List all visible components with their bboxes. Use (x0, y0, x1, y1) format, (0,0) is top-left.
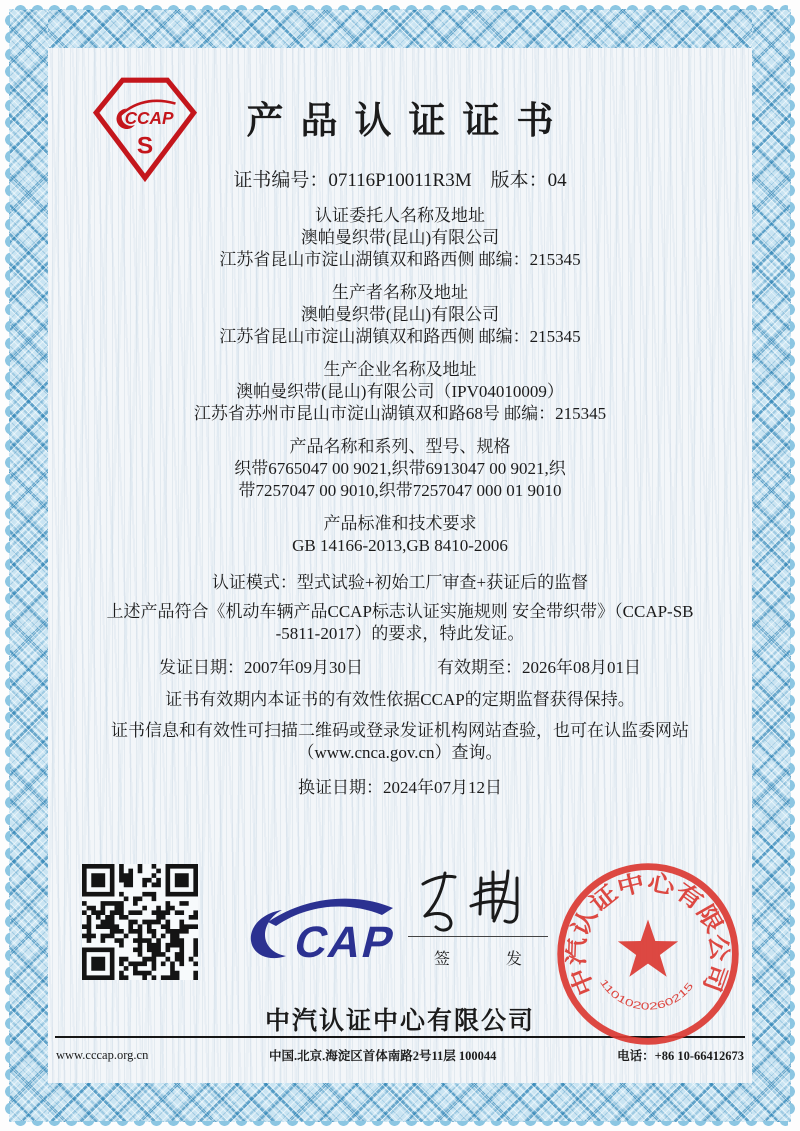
svg-text:CAP: CAP (289, 918, 401, 967)
scallop-edge-right (790, 12, 797, 1119)
section-line: 江苏省苏州市昆山市淀山湖镇双和路68号 邮编：215345 (193, 404, 607, 423)
verify-note-line: （www.cnca.gov.cn）查询。 (297, 743, 503, 762)
verify-note-line: 证书信息和有效性可扫描二维码或登录发证机构网站查验，也可在认监委网站 (111, 721, 689, 740)
issuer-phone: 电话：+86 10-66412673 (617, 1049, 744, 1063)
certification-mode: 认证模式：型式试验+初始工厂审查+获证后的监督 (211, 573, 589, 592)
svg-text:S: S (136, 132, 154, 160)
svg-text:CCAP: CCAP (124, 107, 174, 128)
issuer-address: 中国.北京.海淀区首体南路2号11层 100044 (268, 1049, 497, 1063)
signature-label: 签 发 (434, 951, 549, 968)
scallop-edge-top (12, 3, 788, 10)
section-heading: 产品名称和系列、型号、规格 (289, 437, 511, 456)
version-label: 版本： (490, 170, 548, 191)
lace-border-bottom (9, 1083, 791, 1122)
valid-until-date: 有效期至：2026年08月01日 (437, 658, 641, 677)
signature-block (408, 866, 548, 969)
section-product-models (58, 436, 742, 502)
issue-date: 发证日期：2007年09月30日 (159, 658, 363, 677)
handwritten-signature (413, 866, 543, 934)
issuer-website: www.cccap.org.cn (56, 1047, 149, 1062)
section-heading: 认证委托人名称及地址 (315, 206, 485, 225)
section-line: 澳帕曼织带(昆山)有限公司 (300, 305, 500, 324)
section-applicant (58, 205, 742, 271)
maintain-note: 证书有效期内本证书的有效性依据CCAP的定期监督获得保持。 (165, 690, 635, 709)
cert-no-label: 证书编号： (233, 170, 329, 191)
section-line: 江苏省昆山市淀山湖镇双和路西侧 邮编：215345 (219, 327, 581, 346)
lace-border-top (9, 9, 791, 48)
section-line: 澳帕曼织带(昆山)有限公司 (300, 228, 500, 247)
signature-line (408, 936, 548, 937)
qr-code (82, 864, 198, 980)
svg-text:中汽认证中心有限公司: 中汽认证中心有限公司 (563, 868, 733, 1000)
section-line: 澳帕曼织带(昆山)有限公司（IPV04010009） (236, 382, 564, 401)
lace-border-left (9, 9, 48, 1122)
section-heading: 产品标准和技术要求 (323, 514, 477, 533)
cert-no-value: 07116P10011R3M (328, 170, 472, 191)
section-manufacturer (58, 359, 742, 425)
ccap-logo-icon (236, 893, 408, 969)
company-seal (552, 858, 744, 1050)
section-line: GB 14166-2013,GB 8410-2006 (292, 536, 508, 555)
verify-note (58, 720, 742, 764)
scallop-edge-bottom (12, 1121, 788, 1128)
section-producer (58, 282, 742, 348)
certificate-number-line (58, 170, 742, 192)
section-standards (58, 513, 742, 557)
issuer-company-name: 中汽认证中心有限公司 (264, 1007, 535, 1035)
compliance-statement (58, 601, 742, 645)
section-heading: 生产者名称及地址 (332, 283, 468, 302)
lace-border-right (752, 9, 791, 1122)
version-value: 04 (547, 170, 567, 191)
statement-line: 上述产品符合《机动车辆产品CCAP标志认证实施规则 安全带织带》（CCAP-SB (106, 602, 694, 621)
certificate-body (58, 170, 742, 799)
certificate-title: 产品认证证书 (246, 101, 571, 142)
scallop-edge-left (3, 12, 10, 1119)
svg-text:1101020260215: 1101020260215 (597, 977, 695, 1013)
renewal-date: 换证日期：2024年07月12日 (298, 778, 502, 797)
section-line: 织带6765047 00 9021,织带6913047 00 9021,织 (234, 459, 566, 478)
statement-line: -5811-2017）的要求，特此发证。 (275, 624, 525, 643)
section-line: 带7257047 00 9010,织带7257047 000 01 9010 (238, 481, 562, 500)
section-heading: 生产企业名称及地址 (323, 360, 477, 379)
section-line: 江苏省昆山市淀山湖镇双和路西侧 邮编：215345 (219, 250, 581, 269)
date-row (58, 657, 742, 679)
